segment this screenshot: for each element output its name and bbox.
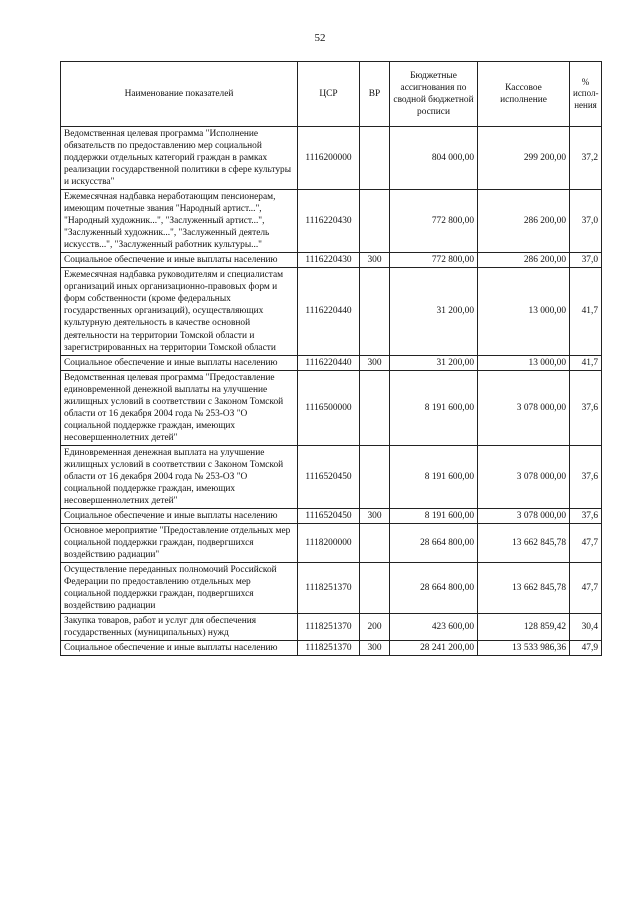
row-pct: 37,0: [570, 190, 602, 253]
row-budget: 28 664 800,00: [390, 563, 478, 614]
row-budget: 28 241 200,00: [390, 641, 478, 656]
table-row: [61, 445, 602, 508]
row-cash: 13 662 845,78: [478, 523, 570, 562]
row-budget: 8 191 600,00: [390, 508, 478, 523]
row-csr: 1118251370: [298, 641, 360, 656]
row-cash: 286 200,00: [478, 253, 570, 268]
row-csr: 1116220430: [298, 253, 360, 268]
row-pct: 37,0: [570, 253, 602, 268]
row-csr: 1116220440: [298, 268, 360, 355]
row-name: Социальное обеспечение и иные выплаты населению: [61, 355, 298, 370]
row-pct: 37,2: [570, 127, 602, 190]
table-row: [61, 355, 602, 370]
row-name: Основное мероприятие "Предоставление отдельных мер социальной поддержки граждан, подвергшихся воздействию радиации": [61, 523, 298, 562]
row-pct: 47,7: [570, 523, 602, 562]
row-budget: 772 800,00: [390, 253, 478, 268]
row-name: Ежемесячная надбавка руководителям и специалистам организаций иных организационно-правовых форм и форм собственности (кроме федеральных государственных организаций), осуществляющих культурную деятельность в качестве основной деятельности на территории Томской области и зарегистрированных на территории Томской области: [61, 268, 298, 355]
row-pct: 37,6: [570, 508, 602, 523]
table-row: [61, 190, 602, 253]
page-number: 52: [314, 32, 326, 44]
row-csr: 1116200000: [298, 127, 360, 190]
row-csr: 1118251370: [298, 614, 360, 641]
row-name: Ведомственная целевая программа "Предоставление единовременной денежной выплаты на улучшение жилищных условий в соответствии с Законом Томской области от 16 декабря 2004 года № 253-ОЗ "О социальной поддержке граждан, имеющих несовершеннолетних детей": [61, 370, 298, 445]
row-pct: 41,7: [570, 268, 602, 355]
row-name: Социальное обеспечение и иные выплаты населению: [61, 641, 298, 656]
row-budget: 31 200,00: [390, 355, 478, 370]
row-vr: 300: [360, 355, 390, 370]
row-budget: 8 191 600,00: [390, 370, 478, 445]
row-cash: 299 200,00: [478, 127, 570, 190]
row-name: Осуществление переданных полномочий Российской Федерации по предоставлению отдельных мер социальной поддержки граждан, подвергшихся воздействию радиации: [61, 563, 298, 614]
row-vr: [360, 563, 390, 614]
row-budget: 28 664 800,00: [390, 523, 478, 562]
row-csr: 1116520450: [298, 445, 360, 508]
table-row: [61, 641, 602, 656]
table-row: [61, 563, 602, 614]
row-vr: 200: [360, 614, 390, 641]
row-name: Ежемесячная надбавка неработающим пенсионерам, имеющим почетные звания "Народный артист...", "Народный художник...", "Заслуженный артист...", "Заслуженный художник...", "Заслуженный деятель искусств...", "Заслуженный работник культуры...": [61, 190, 298, 253]
row-vr: 300: [360, 508, 390, 523]
row-cash: 13 000,00: [478, 268, 570, 355]
row-name: Социальное обеспечение и иные выплаты населению: [61, 253, 298, 268]
row-cash: 128 859,42: [478, 614, 570, 641]
row-csr: 1116220440: [298, 355, 360, 370]
row-csr: 1118200000: [298, 523, 360, 562]
row-budget: 772 800,00: [390, 190, 478, 253]
header-name: Наименование показателей: [61, 62, 298, 127]
row-csr: 1116520450: [298, 508, 360, 523]
row-cash: 13 662 845,78: [478, 563, 570, 614]
row-vr: [360, 190, 390, 253]
row-pct: 47,9: [570, 641, 602, 656]
row-vr: 300: [360, 641, 390, 656]
header-csr: ЦСР: [298, 62, 360, 127]
row-csr: 1118251370: [298, 563, 360, 614]
row-budget: 31 200,00: [390, 268, 478, 355]
row-budget: 423 600,00: [390, 614, 478, 641]
row-cash: 3 078 000,00: [478, 445, 570, 508]
header-cash: Кассовое исполнение: [478, 62, 570, 127]
row-vr: [360, 445, 390, 508]
budget-execution-table: [60, 61, 602, 656]
row-pct: 30,4: [570, 614, 602, 641]
row-name: Ведомственная целевая программа "Исполнение обязательств по предоставлению мер социальной поддержки отдельных категорий граждан в рамках реализации государственной политики в сфере культуры и искусства": [61, 127, 298, 190]
row-vr: [360, 268, 390, 355]
table-row: [61, 127, 602, 190]
table-row: [61, 268, 602, 355]
row-vr: [360, 127, 390, 190]
row-cash: 3 078 000,00: [478, 370, 570, 445]
table-row: [61, 614, 602, 641]
row-pct: 47,7: [570, 563, 602, 614]
table-row: [61, 523, 602, 562]
row-pct: 37,6: [570, 370, 602, 445]
row-name: Закупка товаров, работ и услуг для обеспечения государственных (муниципальных) нужд: [61, 614, 298, 641]
row-budget: 8 191 600,00: [390, 445, 478, 508]
row-cash: 3 078 000,00: [478, 508, 570, 523]
table-header-row: [61, 62, 602, 127]
row-vr: [360, 370, 390, 445]
row-vr: 300: [360, 253, 390, 268]
row-cash: 13 000,00: [478, 355, 570, 370]
row-name: Социальное обеспечение и иные выплаты населению: [61, 508, 298, 523]
row-cash: 286 200,00: [478, 190, 570, 253]
table-row: [61, 508, 602, 523]
row-csr: 1116220430: [298, 190, 360, 253]
row-pct: 41,7: [570, 355, 602, 370]
table-row: [61, 253, 602, 268]
row-cash: 13 533 986,36: [478, 641, 570, 656]
row-name: Единовременная денежная выплата на улучшение жилищных условий в соответствии с Законом Томской области от 16 декабря 2004 года № 253-ОЗ "О социальной поддержке граждан, имеющих несовершеннолетних детей": [61, 445, 298, 508]
header-vr: ВР: [360, 62, 390, 127]
header-budget: Бюджетные ассигнования по сводной бюджетной росписи: [390, 62, 478, 127]
row-budget: 804 000,00: [390, 127, 478, 190]
table-row: [61, 370, 602, 445]
header-pct: % испол- нения: [570, 62, 602, 127]
row-pct: 37,6: [570, 445, 602, 508]
row-vr: [360, 523, 390, 562]
row-csr: 1116500000: [298, 370, 360, 445]
